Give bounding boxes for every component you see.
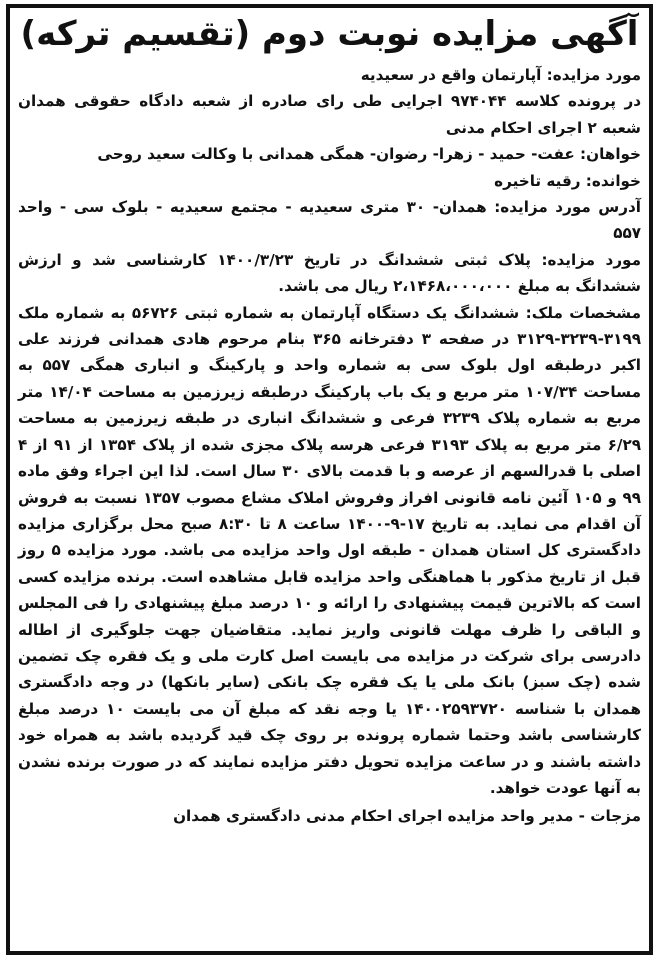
notice-body [18,62,641,830]
auction-subject: مورد مزایده: آپارتمان واقع در سعیدیه [360,66,641,84]
property-valuation: مورد مزایده: پلاک ثبتی ششدانگ در تاریخ ۱۴۰۰/۳/۲۳ کارشناسی شد و ارزش ششدانگ به مبلغ ۲،۱۴۶۸،۰۰۰،۰۰۰ ریال می باشد. [18,250,641,296]
property-address: آدرس مورد مزایده: همدان- ۳۰ متری سعیدیه - مجتمع سعیدیه - بلوک سی - واحد ۵۵۷ [18,198,641,243]
property-details: مشخصات ملک: ششدانگ یک دستگاه آپارتمان به شماره ثبتی ۵۶۷۲۶ به شماره ملک ۳۱۹۹-۳۲۳۹-۳۱۲۹ در صفحه ۳ دفترخانه ۳۶۵ بنام مرحوم هادی همدانی فرزند علی اکبر درطبقه اول بلوک سی به شماره واحد و پارکینگ و انباری همگی ۵۵۷ به مساحت ۱۰۷/۳۴ متر مربع و یک باب پارکینگ درطبقه زیرزمین به مساحت ۱۴/۰۴ متر مربع به شماره پلاک ۳۲۳۹ فرعی و ششدانگ انباری در طبقه زیرزمین به مساحت ۶/۲۹ متر مربع به پلاک ۳۱۹۳ فرعی هرسه پلاک مجزی شده از پلاک ۱۳۵۴ از ۹۱ از ۴ اصلی با قدرالسهم از عرصه و با قدمت بالای ۳۰ سال است. لذا این اجراء وفق ماده ۹۹ و ۱۰۵ آئین نامه قانونی افراز وفروش املاک مشاع مصوب ۱۳۵۷ نسبت به فروش آن اقدام می نماید. به تاریخ ۱۷-۹-۱۴۰۰ ساعت ۸ تا ۸:۳۰ صبح محل برگزاری مزایده دادگستری کل استان همدان - طبقه اول واحد مزایده می باشد. مورد مزایده ۵ روز قبل از تاریخ مذکور با هماهنگی واحد مزایده قابل مشاهده است. برنده مزایده کسی است که بالاترین قیمت پیشنهادی را ارائه و ۱۰ درصد مبلغ پیشنهادی را فی المجلس و الباقی را ظرف مهلت قانونی واریز نماید. متقاضیان جهت جلوگیری از اطاله دادرسی برای شرکت در مزایده می بایست اصل کارت ملی و یک فقره چک تضمین شده (چک سبز) بانک ملی یا یک فقره چک بانکی (سایر بانکها) در وجه دادگستری همدان با شناسه ۱۴۰۰۲۵۹۳۷۲۰ یا وجه نقد که مبلغ آن می بایست ۱۰ درصد مبلغ کارشناسی باشد وحتما شماره پرونده بر روی چک قید گردیده باشد به همراه خود داشته باشند و در ساعت مزایده تحویل دفتر مزایده نمایند که در صورت برنده نشدن به آنها عودت خواهد. [18,303,642,797]
notice-content [18,10,641,945]
plaintiffs: خواهان: عفت- حمید - زهرا- رضوان- همگی همدانی با وکالت سعید روحی [97,145,641,164]
notice-title: آگهی مزایده نوبت دوم (تقسیم ترکه) [20,14,639,54]
case-file: در پرونده کلاسه ۹۷۴۰۴۴ اجرایی طی رای صادره از شعبه دادگاه حقوقی همدان شعبه ۲ اجرای احکام مدنی [18,92,641,137]
signature: مزجات - مدیر واحد مزایده اجرای احکام مدنی دادگستری همدان [173,807,641,826]
defendant: خوانده: رقیه تاخیره [494,171,641,190]
